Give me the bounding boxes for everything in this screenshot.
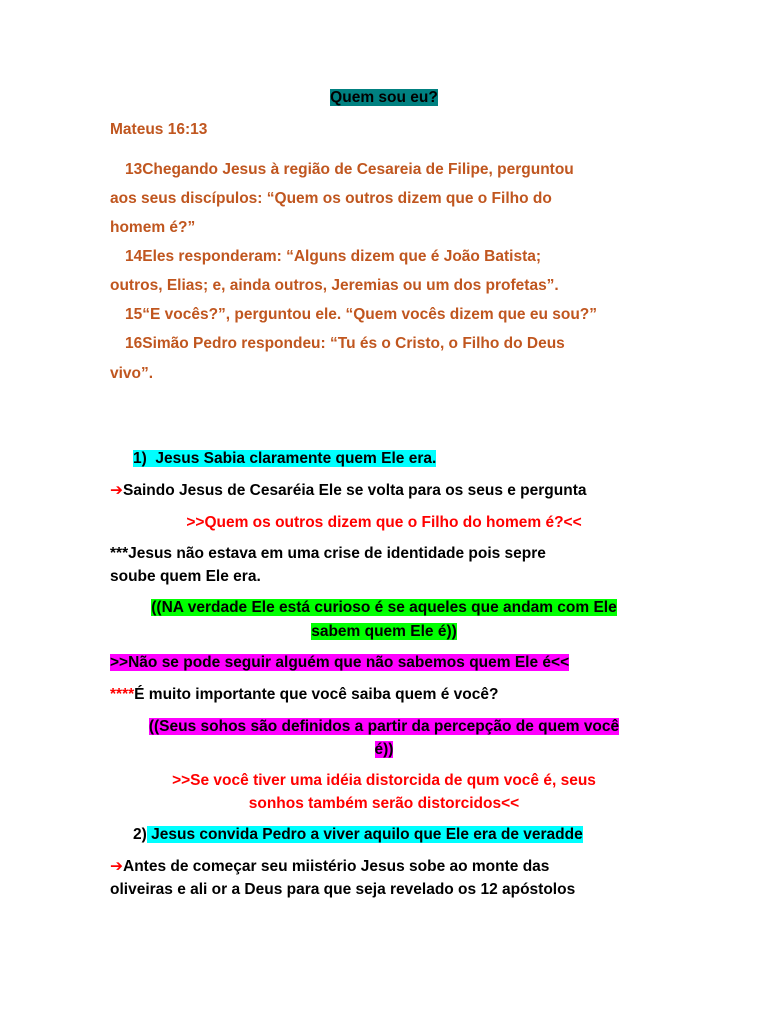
- point-2-heading: [133, 825, 583, 845]
- arrow-line-2-text: Antes de começar seu miistério Jesus sobe ao monte das: [123, 858, 550, 875]
- arrow-icon: ➔: [110, 482, 123, 499]
- document-title: Quem sou eu?: [330, 89, 438, 106]
- magenta-note-line: [0, 717, 768, 737]
- verse-line: aos seus discípulos: “Quem os outros dizem que o Filho do: [110, 190, 552, 207]
- arrow-icon: ➔: [110, 858, 123, 875]
- quote-line: >>Quem os outros dizem que o Filho do homem é?<<: [186, 514, 582, 531]
- verse-line: outros, Elias; e, ainda outros, Jeremias ou um dos profetas”.: [110, 277, 559, 294]
- verse-line: 15“E vocês?”, perguntou ele. “Quem vocês dizem que eu sou?”: [125, 306, 598, 323]
- green-highlight: ((NA verdade Ele está curioso é se aqueles que andam com Ele: [151, 599, 617, 616]
- verse-line: 16Simão Pedro respondeu: “Tu és o Cristo, o Filho do Deus: [125, 335, 565, 352]
- magenta-note-line: [0, 740, 768, 760]
- point-2-number: 2): [133, 826, 147, 843]
- green-note-line: [0, 598, 768, 618]
- stars-marker: ****: [110, 686, 135, 703]
- point-1-text: Jesus Sabia claramente quem Ele era.: [155, 450, 437, 467]
- note-b-text: É muito importante que você saiba quem é você?: [134, 686, 499, 703]
- quote-line: >>Se você tiver uma idéia distorcida de qum você é, seus: [172, 772, 596, 789]
- arrow-line-2-continued: oliveiras e ali or a Deus para que seja revelado os 12 apóstolos: [110, 881, 576, 898]
- verse-line: vivo”.: [110, 365, 154, 382]
- scripture-reference: Mateus 16:13: [110, 121, 208, 138]
- magenta-quote-line: [110, 653, 569, 673]
- point-1-heading: [133, 449, 436, 469]
- verse-line: homem é?”: [110, 219, 196, 236]
- verse-line: 14Eles responderam: “Alguns dizem que é João Batista;: [125, 248, 542, 265]
- note-b-line: [110, 685, 498, 705]
- green-highlight: sabem quem Ele é)): [311, 623, 457, 640]
- point-1-number: 1): [133, 450, 147, 467]
- magenta-highlight: é)): [374, 741, 394, 758]
- green-note-line: [0, 622, 768, 642]
- arrow-line-1-text: Saindo Jesus de Cesaréia Ele se volta para os seus e pergunta: [123, 482, 587, 499]
- magenta-highlight: ((Seus sohos são definidos a partir da percepção de quem você: [148, 718, 620, 735]
- title-line: [0, 88, 768, 108]
- magenta-highlight: >>Não se pode seguir alguém que não sabemos quem Ele é<<: [110, 654, 570, 671]
- point-2-text: Jesus convida Pedro a viver aquilo que Ele era de veradde: [151, 826, 583, 843]
- note-line: ***Jesus não estava em uma crise de identidade pois sepre: [110, 545, 546, 562]
- point-2-highlight: [147, 826, 583, 843]
- arrow-line-1: [110, 481, 586, 501]
- arrow-line-2: [110, 857, 549, 877]
- quote-line: sonhos também serão distorcidos<<: [248, 795, 520, 812]
- note-line: soube quem Ele era.: [110, 568, 261, 585]
- verse-line: 13Chegando Jesus à região de Cesareia de Filipe, perguntou: [125, 161, 574, 178]
- point-1-highlight: [133, 450, 436, 467]
